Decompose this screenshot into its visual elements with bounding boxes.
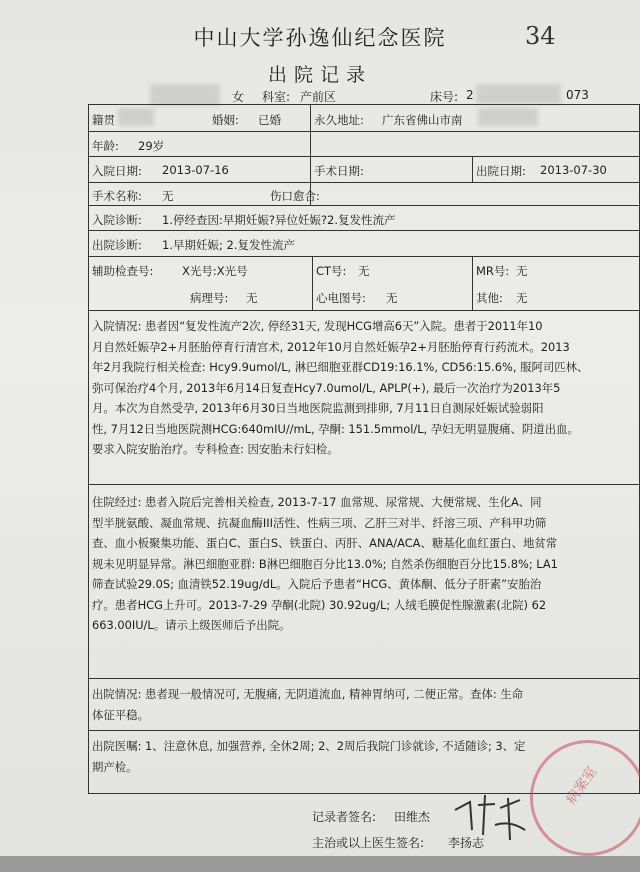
bed-label: 床号: bbox=[430, 90, 459, 104]
hospital-name: 中山大学孙逸仙纪念医院 bbox=[193, 26, 447, 50]
address-label: 永久地址: bbox=[314, 113, 364, 127]
admission-line: 月自然妊娠孕2+月胚胎停育行清宫术, 2012年10月自然妊娠孕2+月胚胎停育行药流术。2013 bbox=[92, 339, 570, 354]
id-suffix: 073 bbox=[566, 88, 589, 102]
ecg-label: 心电图号: bbox=[316, 291, 366, 305]
discharge-status-section bbox=[92, 684, 640, 725]
discharge-date-label: 出院日期: bbox=[476, 164, 526, 178]
redacted-origin bbox=[118, 108, 154, 126]
admission-line: 月。本次为自然受孕, 2013年6月30日当地医院监测到排卵, 7月11日自测尿妊娠试验弱阳 bbox=[92, 401, 544, 415]
admission-section bbox=[92, 316, 640, 460]
handwritten-signature bbox=[450, 790, 530, 850]
admit-date-label: 入院日期: bbox=[92, 164, 142, 178]
stamp-text: 病案室 bbox=[563, 763, 601, 808]
recorder-label: 记录者签名: bbox=[312, 810, 377, 824]
course-line: 筛查试验29.0S; 血清铁52.19ug/dL。入院后予患者“HCG、黄体酮、低分子肝素”安胎治 bbox=[92, 577, 542, 591]
ecg-value: 无 bbox=[386, 291, 398, 305]
address-value: 广东省佛山市南 bbox=[382, 113, 463, 127]
redacted-address bbox=[478, 108, 538, 126]
course-line: 规未见明显异常。淋巴细胞亚群: B淋巴细胞百分比13.0%; 自然杀伤细胞百分比15.8%; LA1 bbox=[92, 556, 558, 571]
pathology-value: 无 bbox=[246, 291, 258, 305]
discharge-status-line: 体征平稳。 bbox=[92, 707, 149, 722]
other-value: 无 bbox=[516, 291, 528, 305]
admission-line: 要求入院安胎治疗。专科检查: 因安胎未行妇检。 bbox=[92, 442, 339, 456]
marriage-label: 婚姻: bbox=[212, 113, 239, 127]
course-line: 疗。患者HCG上升可。2013-7-29 孕酮(北院) 30.92ug/L; 人绒毛膜促性腺激素(北院) 62 bbox=[92, 597, 547, 612]
course-line: 查、血小板聚集功能、蛋白C、蛋白S、铁蛋白、丙肝、ANA/ACA、糖基化血红蛋白、地贫常 bbox=[92, 536, 558, 550]
mr-label: MR号: bbox=[476, 264, 510, 278]
discharge-diagnosis-value: 1.早期妊娠; 2.复发性流产 bbox=[162, 238, 295, 252]
other-label: 其他: bbox=[476, 291, 503, 305]
bed-value: 2 bbox=[466, 88, 474, 102]
xray-value: X光号:X光号 bbox=[182, 264, 248, 278]
age-label: 年龄: bbox=[92, 139, 119, 153]
attending-label: 主治或以上医生签名: bbox=[312, 836, 425, 850]
ct-value: 无 bbox=[358, 264, 370, 278]
course-line: 住院经过: 患者入院后完善相关检查, 2013-7-17 血常规、尿常规、大便常规、生化A、同 bbox=[92, 495, 542, 509]
mr-value: 无 bbox=[516, 264, 528, 278]
surgery-name-value: 无 bbox=[162, 189, 174, 203]
discharge-diagnosis-label: 出院诊断: bbox=[92, 238, 142, 252]
discharge-status-line: 出院情况: 患者现一般情况可, 无腹痛, 无阴道流血, 精神胃纳可, 二便正常。查体: 生命 bbox=[92, 687, 524, 701]
course-line: 663.00IU/L。请示上级医师后予出院。 bbox=[92, 618, 291, 632]
marriage-value: 已婚 bbox=[258, 113, 281, 127]
dept-label: 科室: bbox=[262, 90, 291, 104]
course-line: 型半胱氨酸、凝血常规、抗凝血酶III活性、性病三项、乙肝三对半、纤溶三项、产科甲功筛 bbox=[92, 515, 547, 530]
redacted-name bbox=[150, 84, 220, 106]
admission-line: 弥可保治疗4个月, 2013年6月14日复查Hcy7.0umol/L, APLP(+), 最后一次治疗为2013年5 bbox=[92, 380, 561, 395]
aux-exam-label: 辅助检查号: bbox=[92, 264, 154, 278]
page-number-handwritten: 34 bbox=[525, 22, 556, 50]
discharge-date-value: 2013-07-30 bbox=[540, 163, 607, 177]
admit-diagnosis-label: 入院诊断: bbox=[92, 213, 142, 227]
pathology-label: 病理号: bbox=[190, 291, 229, 305]
age-value: 29岁 bbox=[138, 139, 165, 153]
admission-line: 入院情况: 患者因“复发性流产2次, 停经31天, 发现HCG增高6天”入院。患者于2011年10 bbox=[92, 319, 543, 333]
admit-date-value: 2013-07-16 bbox=[162, 163, 229, 177]
origin-label: 籍贯 bbox=[92, 113, 115, 127]
admit-diagnosis-value: 1.停经查因:早期妊娠?异位妊娠?2.复发性流产 bbox=[162, 213, 396, 227]
recorder-name: 田维杰 bbox=[394, 810, 431, 824]
admission-line: 性, 7月12日当地医院测HCG:640mIU//mL, 孕酮: 151.5mmol/L, 孕妇无明显腹痛、阴道出血。 bbox=[92, 421, 579, 436]
surgery-name-label: 手术名称: bbox=[92, 189, 142, 203]
discharge-orders-line: 出院医嘱: 1、注意休息, 加强营养, 全休2周; 2、2周后我院门诊就诊, 不适随诊; 3、定 bbox=[92, 739, 526, 753]
discharge-orders-line: 期产检。 bbox=[92, 759, 138, 774]
redacted-id bbox=[476, 84, 561, 104]
attending-name: 李扬志 bbox=[448, 836, 485, 850]
document-title: 出院记录 bbox=[267, 64, 372, 86]
surgery-date-label: 手术日期: bbox=[314, 164, 364, 178]
course-section bbox=[92, 492, 640, 636]
dept-value: 产前区 bbox=[300, 90, 337, 104]
wound-label: 伤口愈合: bbox=[270, 189, 320, 203]
admission-line: 年2月我院行相关检查: Hcy9.9umol/L, 淋巴细胞亚群CD19:16.1%, CD56:15.6%, 服阿司匹林、 bbox=[92, 360, 589, 374]
ct-label: CT号: bbox=[316, 264, 347, 278]
gender-value: 女 bbox=[232, 90, 245, 104]
